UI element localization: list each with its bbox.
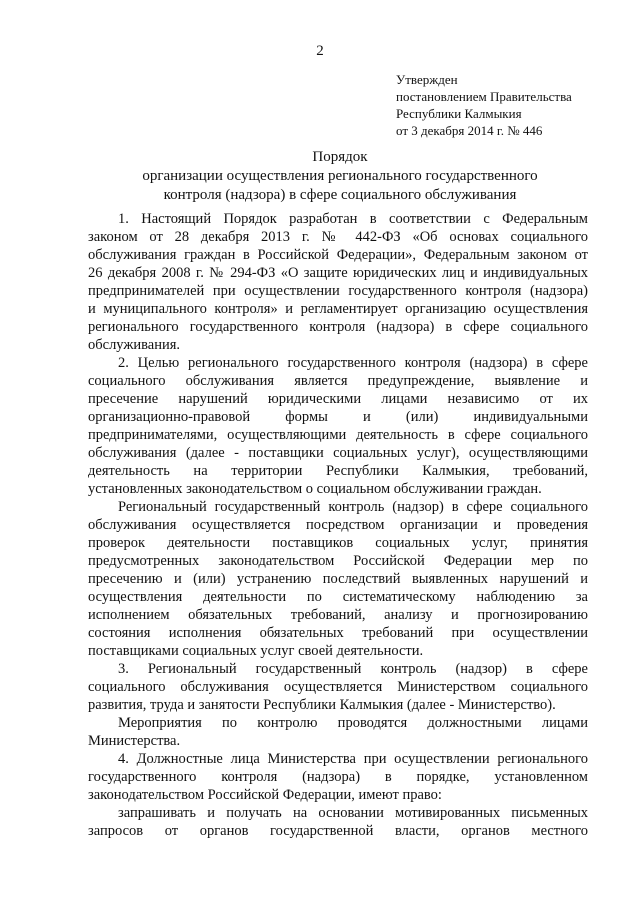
text-line: развития, труда и занятости Республики Калмыкия (далее - Министерство). — [88, 697, 556, 713]
text-line: социального обслуживания осуществляется Министерством социального — [88, 679, 588, 695]
document-body — [88, 210, 588, 840]
text-line: Региональный государственный контроль (надзор) в сфере социального — [118, 499, 588, 515]
paragraph — [88, 804, 588, 840]
text-line: пресечение нарушений юридическими лицами независимо от их — [88, 391, 588, 407]
text-line: 4. Должностные лица Министерства при осуществлении регионального — [118, 751, 588, 767]
text-line: 1. Настоящий Порядок разработан в соответствии с Федеральным — [118, 211, 588, 227]
paragraph — [88, 210, 588, 354]
document-title — [60, 148, 620, 205]
text-line: законом от 28 декабря 2013 г. № 442-ФЗ «Об основах социального — [88, 229, 588, 245]
text-line: установленных законодательством о социальном обслуживании граждан. — [88, 481, 542, 497]
text-line: обслуживания. — [88, 337, 181, 353]
text-line: поставщиками социальных услуг своей деятельности. — [88, 643, 424, 659]
text-line: предпринимателей при осуществлении государственного контроля (надзора) — [88, 283, 588, 299]
approval-line: Республики Калмыкия — [396, 106, 522, 121]
approval-stamp — [396, 71, 572, 139]
paragraph — [88, 714, 588, 750]
paragraph — [88, 750, 588, 804]
text-line: Министерства. — [88, 733, 181, 749]
text-line: предпринимателями, осуществляющими деятельность в сфере социального — [88, 427, 588, 443]
text-line: регионального государственного контроля (надзора) в сфере социального — [88, 319, 588, 335]
text-line: государственного контроля (надзора) в порядке, установленном — [88, 769, 588, 785]
text-line: состояния исполнения обязательных требований при осуществлении — [88, 625, 588, 641]
text-line: исполнением обязательных требований, анализу и прогнозированию — [88, 607, 588, 623]
text-line: осуществления деятельности по систематическому наблюдению за — [88, 589, 588, 605]
approval-line: от 3 декабря 2014 г. № 446 — [396, 123, 543, 138]
text-line: запрашивать и получать на основании мотивированных письменных — [118, 805, 588, 821]
approval-line: постановлением Правительства — [396, 89, 572, 104]
text-line: Мероприятия по контролю проводятся должностными лицами — [118, 715, 588, 731]
paragraph — [88, 498, 588, 660]
title-line: организации осуществления регионального государственного — [142, 168, 538, 184]
text-line: законодательством Российской Федерации, имеют право: — [88, 787, 442, 803]
paragraph — [88, 354, 588, 498]
text-line: 26 декабря 2008 г. № 294-ФЗ «О защите юридических лиц и индивидуальных — [88, 265, 588, 281]
text-line: обслуживания (далее - поставщики социальных услуг), осуществляющими — [88, 445, 588, 461]
text-line: 2. Целью регионального государственного контроля (надзора) в сфере — [118, 355, 588, 371]
text-line: запросов от органов государственной власти, органов местного — [88, 823, 588, 839]
title-line: Порядок — [312, 149, 368, 165]
approval-line: Утвержден — [396, 72, 458, 87]
text-line: 3. Региональный государственный контроль (надзор) в сфере — [118, 661, 588, 677]
text-line: организационно-правовой формы и (или) индивидуальными — [88, 409, 588, 425]
text-line: деятельность на территории Республики Калмыкия, требований, — [88, 463, 588, 479]
text-line: обслуживания осуществляется посредством организации и проведения — [88, 517, 588, 533]
text-line: проверок деятельности поставщиков социальных услуг, принятия — [88, 535, 588, 551]
text-line: пресечению и (или) устранению последствий выявленных нарушений и — [88, 571, 588, 587]
title-line: контроля (надзора) в сфере социального обслуживания — [163, 187, 517, 203]
page-number: 2 — [316, 43, 324, 59]
paragraph — [88, 660, 588, 714]
text-line: предусмотренных законодательством Российской Федерации мер по — [88, 553, 588, 569]
text-line: социального обслуживания является предупреждение, выявление и — [88, 373, 588, 389]
text-line: обслуживания граждан в Российской Федерации», Федеральным законом от — [88, 247, 588, 263]
text-line: и муниципального контроля» и регламентирует организацию осуществления — [88, 301, 588, 317]
